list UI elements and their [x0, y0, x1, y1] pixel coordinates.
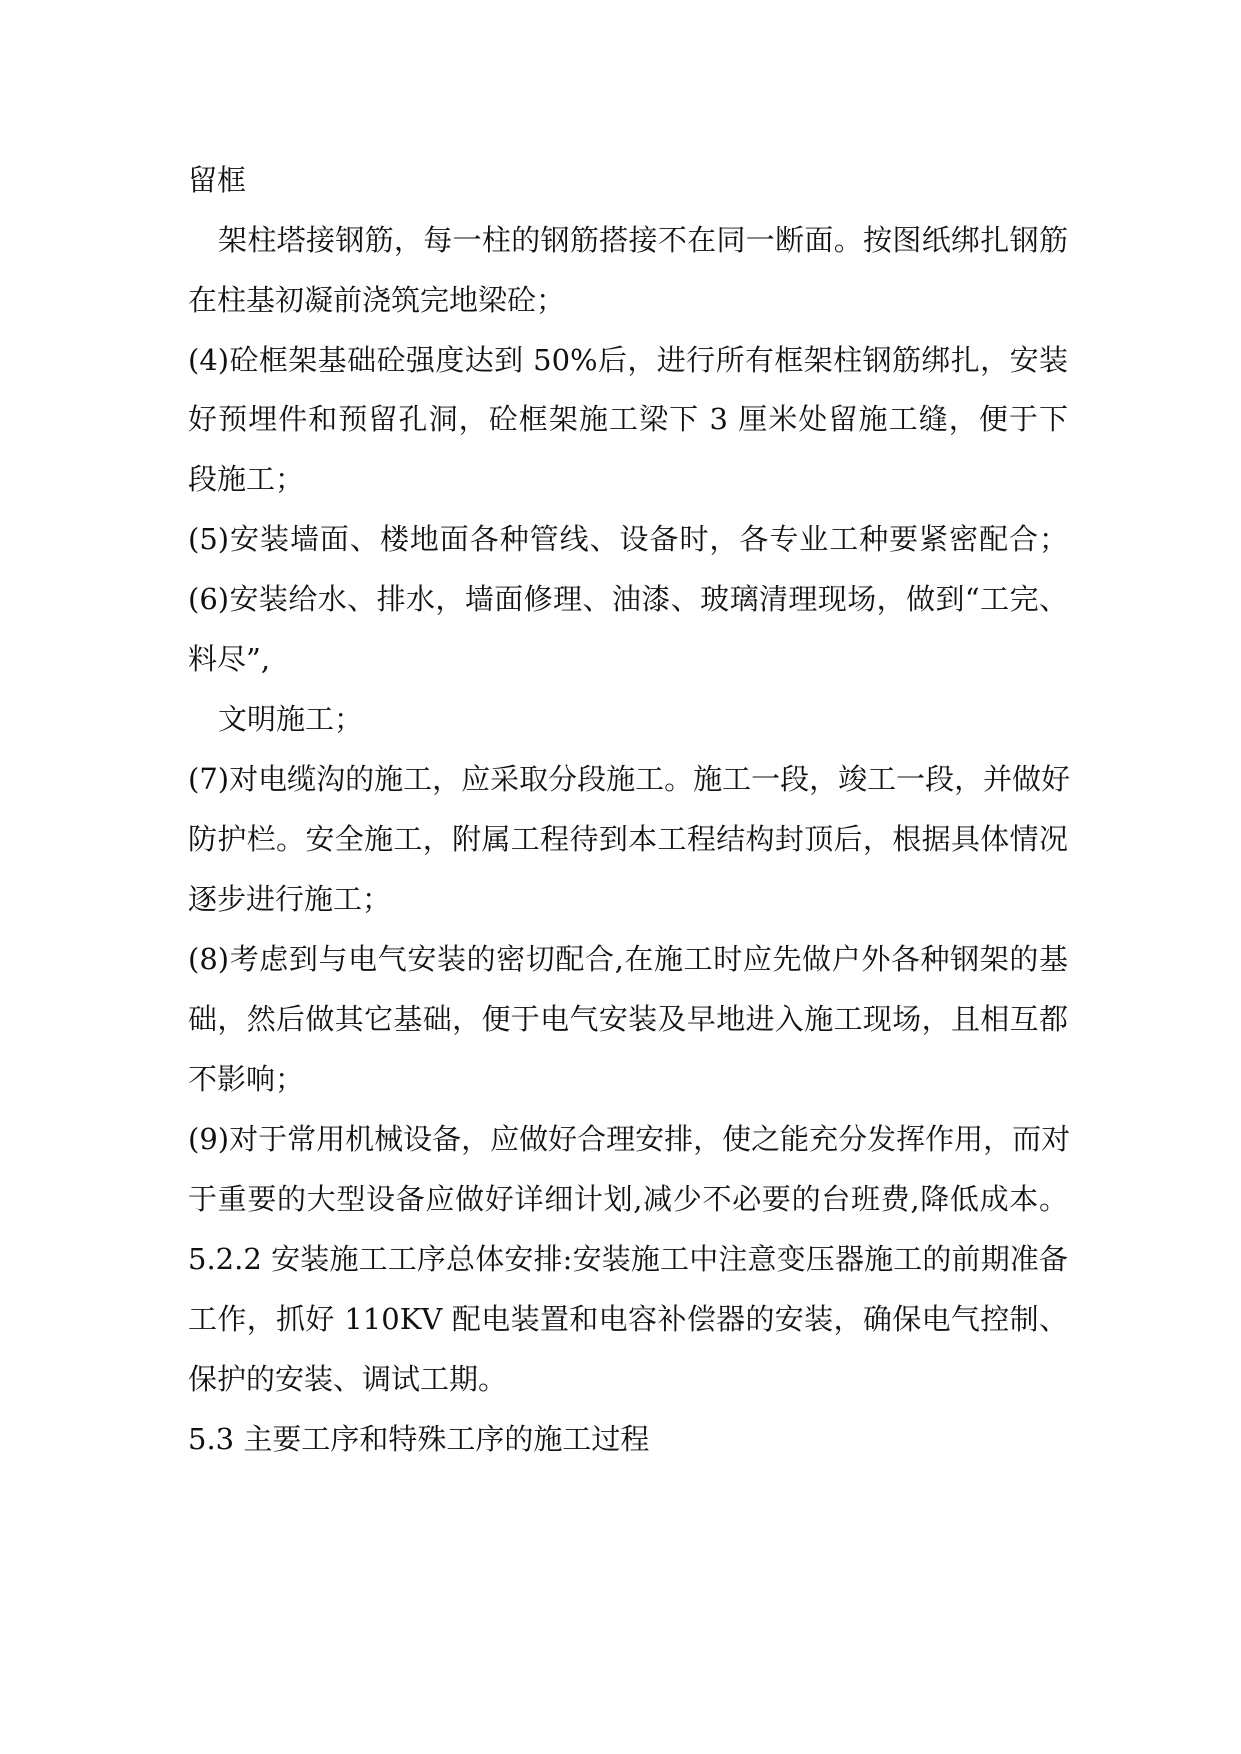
text-line: 不影响；: [188, 1062, 305, 1096]
text-line: (9)对于常用机械设备，应做好合理安排，使之能充分发挥作用，而对: [188, 1122, 1071, 1156]
text-line: (7)对电缆沟的施工，应采取分段施工。施工一段，竣工一段，并做好: [188, 762, 1071, 796]
text-line: 防护栏。安全施工，附属工程待到本工程结构封顶后，根据具体情况: [188, 822, 1068, 856]
text-line: 料尽”,: [188, 642, 271, 676]
text-line: 保护的安装、调试工期。: [188, 1362, 508, 1396]
text-line: 段施工；: [188, 462, 305, 496]
text-line: 架柱塔接钢筋，每一柱的钢筋搭接不在同一断面。按图纸绑扎钢筋: [218, 223, 1068, 257]
text-line: 文明施工；: [218, 702, 364, 736]
text-line: 5.2.2 安装施工工序总体安排:安装施工中注意变压器施工的前期准备: [188, 1242, 1068, 1276]
text-line: (6)安装给水、排水，墙面修理、油漆、玻璃清理现场，做到“工完、: [188, 582, 1068, 616]
text-line: 础，然后做其它基础，便于电气安装及早地进入施工现场，且相互都: [188, 1002, 1068, 1036]
text-line: 在柱基初凝前浇筑完地梁砼；: [188, 283, 566, 317]
text-line: 工作，抓好 110KV 配电装置和电容补偿器的安装，确保电气控制、: [188, 1302, 1068, 1336]
text-line: 逐步进行施工；: [188, 882, 392, 916]
text-line: (4)砼框架基础砼强度达到 50%后，进行所有框架柱钢筋绑扎，安装: [188, 343, 1068, 377]
section-heading: 5.3 主要工序和特殊工序的施工过程: [188, 1422, 650, 1456]
text-line: (8)考虑到与电气安装的密切配合,在施工时应先做户外各种钢架的基: [188, 942, 1068, 976]
text-line: 好预埋件和预留孔洞，砼框架施工梁下 3 厘米处留施工缝，便于下: [188, 402, 1068, 436]
text-line: 留框: [188, 163, 247, 197]
text-line: 于重要的大型设备应做好详细计划,减少不必要的台班费,降低成本。: [188, 1182, 1068, 1216]
text-line: (5)安装墙面、楼地面各种管线、设备时，各专业工种要紧密配合；: [188, 522, 1068, 556]
